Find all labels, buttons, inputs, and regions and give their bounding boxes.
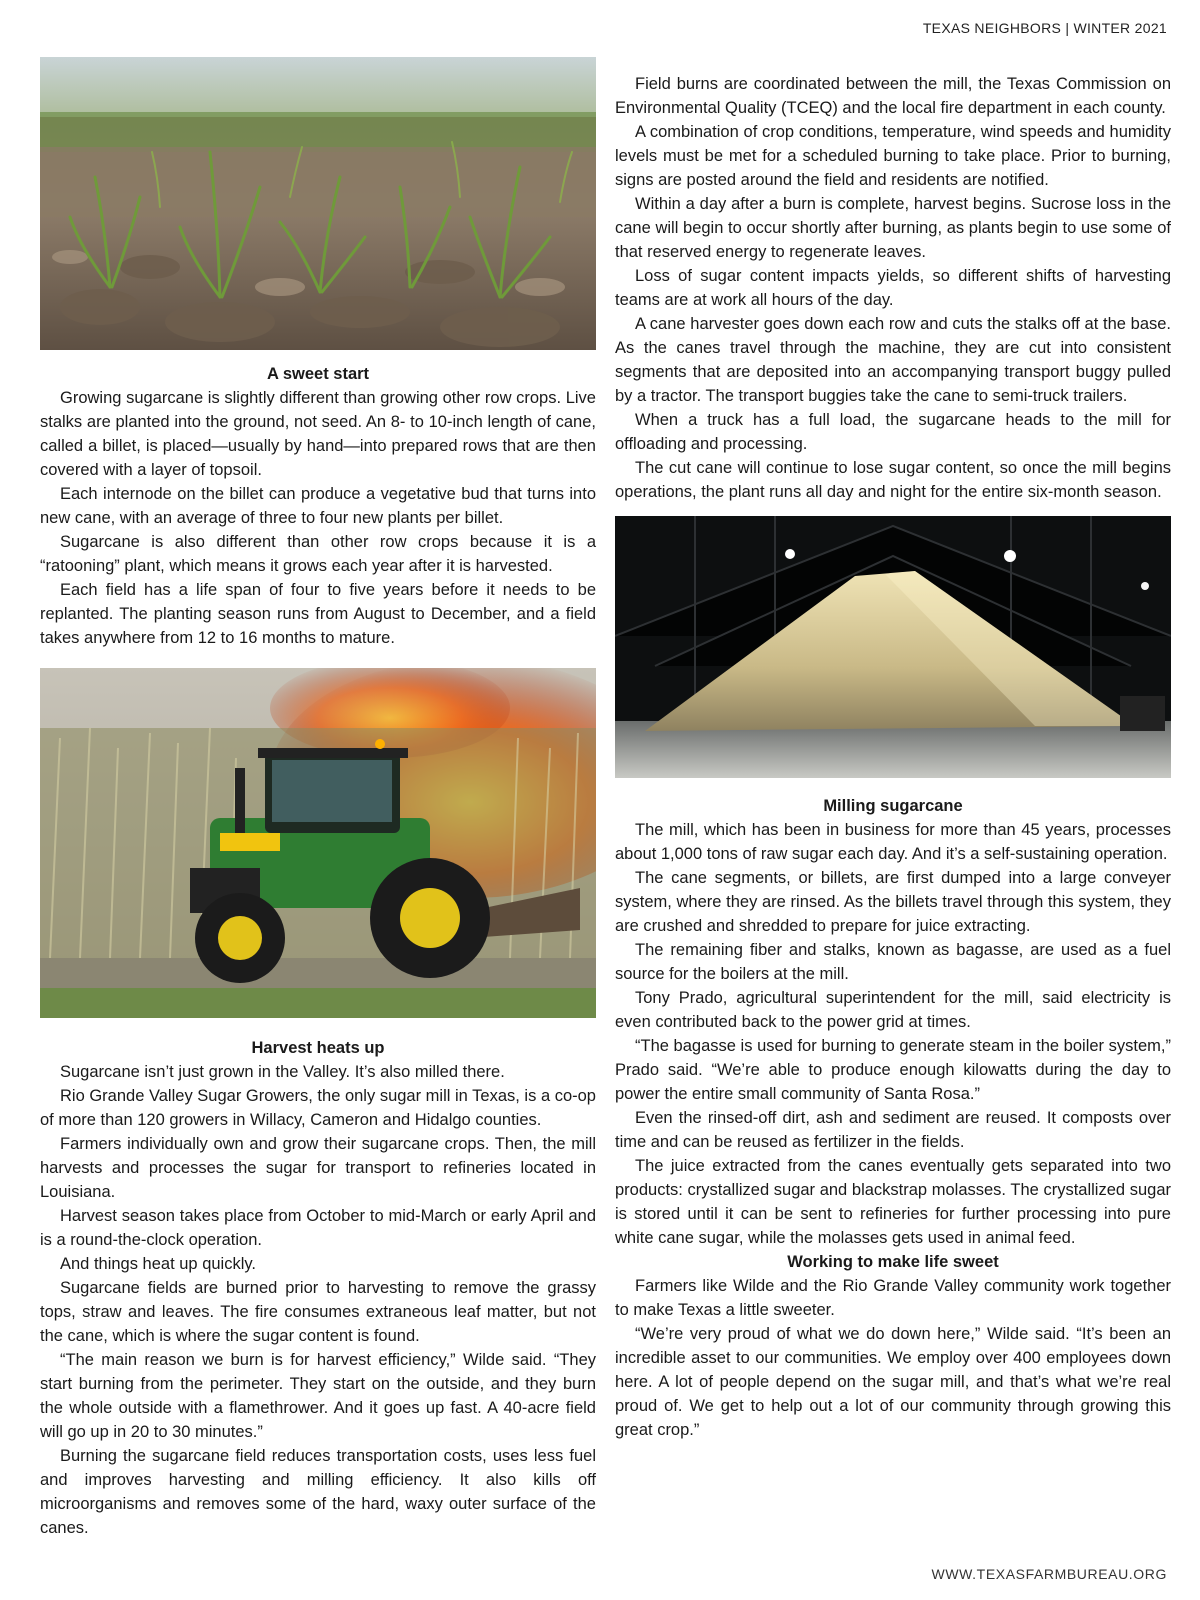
paragraph: Harvest season takes place from October to mid-March or early April and is a round-the-clock operation. (40, 1207, 596, 1249)
paragraph: The cut cane will continue to lose sugar content, so once the mill begins operations, the plant runs all day and night for the entire six-month season. (615, 459, 1171, 501)
raw-sugar-pile-photo (615, 516, 1171, 778)
paragraph: Sugarcane is also different than other row crops because it is a “ratooning” plant, which means it grows each year after it is harvested. (40, 533, 596, 575)
paragraph: Within a day after a burn is complete, harvest begins. Sucrose loss in the cane will begin to occur shortly after burning, as plants begin to use some of that reserved energy to regenerate leaves. (615, 195, 1171, 261)
right-column (615, 72, 1171, 1442)
left-column (40, 57, 596, 1540)
paragraph: When a truck has a full load, the sugarcane heads to the mill for offloading and processing. (615, 411, 1171, 453)
paragraph: The mill, which has been in business for more than 45 years, processes about 1,000 tons of raw sugar each day. And it’s a self-sustaining operation. (615, 821, 1171, 863)
paragraph: Each internode on the billet can produce a vegetative bud that turns into new cane, with an average of three to four new plants per billet. (40, 485, 596, 527)
tractor-cane-burn-photo (40, 668, 596, 1018)
paragraph: The juice extracted from the canes eventually gets separated into two products: crystallized sugar and blackstrap molasses. The crystallized sugar is stored until it can be sent to refineries for further processing into pure white cane sugar, while the molasses gets used in animal feed. (615, 1157, 1171, 1247)
paragraph: Sugarcane fields are burned prior to harvesting to remove the grassy tops, straw and leaves. The fire consumes extraneous leaf matter, but not the cane, which is where the sugar content is found. (40, 1279, 596, 1345)
paragraph: Loss of sugar content impacts yields, so different shifts of harvesting teams are at work all hours of the day. (615, 267, 1171, 309)
paragraph: A combination of crop conditions, temperature, wind speeds and humidity levels must be met for a scheduled burning to take place. Prior to burning, signs are posted around the field and residents are notified. (615, 123, 1171, 189)
paragraph: Tony Prado, agricultural superintendent for the mill, said electricity is even contributed back to the power grid at times. (615, 989, 1171, 1031)
paragraph: The remaining fiber and stalks, known as bagasse, are used as a fuel source for the boilers at the mill. (615, 941, 1171, 983)
paragraph: “We’re very proud of what we do down here,” Wilde said. “It’s been an incredible asset to our communities. We employ over 400 employees down here. A lot of people depend on the sugar mill, and that’s what we’re real proud of. We get to help out a lot of our community through growing this great crop.” (615, 1325, 1171, 1439)
section-heading-working-to-make-life-sweet: Working to make life sweet (787, 1253, 999, 1271)
paragraph: Growing sugarcane is slightly different than growing other row crops. Live stalks are planted into the ground, not seed. An 8- to 10-inch length of cane, called a billet, is placed—usually by hand—into prepared rows that are then covered with a layer of topsoil. (40, 389, 596, 479)
paragraph: Even the rinsed-off dirt, ash and sediment are reused. It composts over time and can be reused as fertilizer in the fields. (615, 1109, 1171, 1151)
paragraph: “The main reason we burn is for harvest efficiency,” Wilde said. “They start burning from the perimeter. They start on the outside, and they burn the whole outside with a flamethrower. And it goes up fast. A 40-acre field will go up in 20 to 30 minutes.” (40, 1351, 596, 1441)
paragraph: Sugarcane isn’t just grown in the Valley. It’s also milled there. (60, 1063, 505, 1081)
paragraph: Each field has a life span of four to five years before it needs to be replanted. The planting season runs from August to December, and a field takes anywhere from 12 to 16 months to mature. (40, 581, 596, 647)
paragraph: Field burns are coordinated between the mill, the Texas Commission on Environmental Quality (TCEQ) and the local fire department in each county. (615, 75, 1171, 117)
paragraph: And things heat up quickly. (60, 1255, 256, 1273)
masthead: TEXAS NEIGHBORS | WINTER 2021 (922, 20, 1167, 36)
paragraph: Farmers like Wilde and the Rio Grande Valley community work together to make Texas a little sweeter. (615, 1277, 1171, 1319)
paragraph: Rio Grande Valley Sugar Growers, the only sugar mill in Texas, is a co-op of more than 120 growers in Willacy, Cameron and Hidalgo counties. (40, 1087, 596, 1129)
section-heading-sweet-start: A sweet start (266, 365, 370, 383)
paragraph: Burning the sugarcane field reduces transportation costs, uses less fuel and improves harvesting and milling efficiency. It also kills off microorganisms and removes some of the hard, waxy outer surface of the canes. (40, 1447, 596, 1537)
section-heading-harvest-heats-up: Harvest heats up (251, 1039, 385, 1057)
paragraph: Farmers individually own and grow their sugarcane crops. Then, the mill harvests and processes the sugar for transport to refineries located in Louisiana. (40, 1135, 596, 1201)
section-heading-milling-sugarcane: Milling sugarcane (823, 797, 963, 815)
paragraph: A cane harvester goes down each row and cuts the stalks off at the base. As the canes travel through the machine, they are cut into consistent segments that are deposited into an accompanying transport buggy pulled by a tractor. The transport buggies take the cane to semi-truck trailers. (615, 315, 1171, 405)
footer-url: WWW.TEXASFARMBUREAU.ORG (931, 1566, 1167, 1582)
sugarcane-sprouts-photo (40, 57, 596, 350)
paragraph: “The bagasse is used for burning to generate steam in the boiler system,” Prado said. “We’re able to produce enough kilowatts during the day to power the entire small community of Santa Rosa.” (615, 1037, 1171, 1103)
paragraph: The cane segments, or billets, are first dumped into a large conveyer system, where they are rinsed. As the billets travel through this system, they are crushed and shredded to prepare for juice extracting. (615, 869, 1171, 935)
